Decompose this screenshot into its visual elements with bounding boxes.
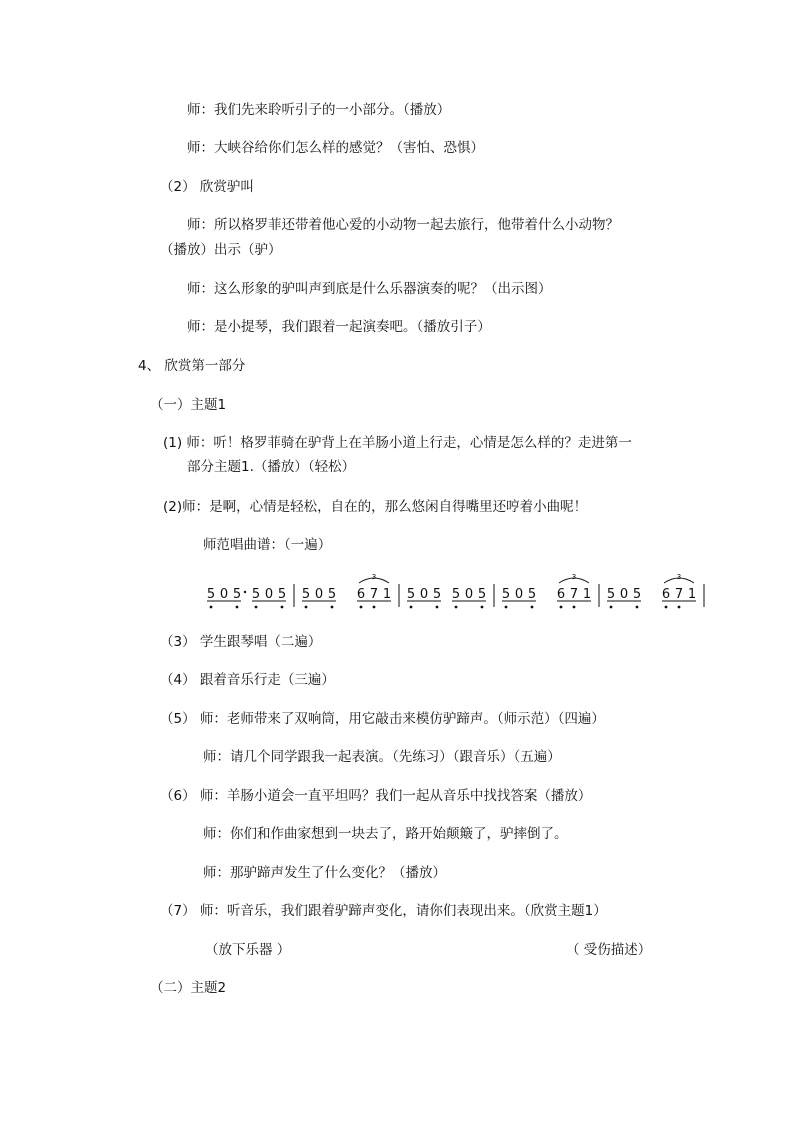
low-octave-dot	[210, 606, 213, 609]
low-octave-dot	[305, 606, 308, 609]
low-octave-dot	[636, 606, 639, 609]
note: 5	[277, 587, 287, 602]
text-line: （3） 学生跟琴唱（二遍）	[160, 634, 322, 650]
music-notation	[205, 571, 725, 611]
section-heading: 4、 欣赏第一部分	[138, 358, 246, 374]
notation-svg	[205, 571, 725, 611]
note: 0	[419, 587, 429, 602]
low-octave-dot	[505, 606, 508, 609]
low-octave-dot	[560, 606, 563, 609]
note: 7	[569, 587, 579, 602]
note: 5	[327, 587, 337, 602]
note: 0	[264, 587, 274, 602]
note: 7	[369, 587, 379, 602]
text-line: （7） 师：听音乐，我们跟着驴蹄声变化，请你们表现出来。（欣赏主题1）	[160, 903, 607, 919]
low-octave-dot	[360, 606, 363, 609]
text-line: 师：请几个同学跟我一起表演。（先练习）（跟音乐）（五遍）	[203, 749, 561, 765]
text-line: （5） 师：老师带来了双响筒，用它敲击来模仿驴蹄声。（师示范）（四遍）	[160, 711, 605, 727]
note: 5	[301, 587, 311, 602]
text-line: (1) 师：听！格罗菲骑在驴背上在羊肠小道上行走，心情是怎么样的？走进第一	[163, 435, 632, 451]
note: 0	[314, 587, 324, 602]
note: 1	[687, 587, 697, 602]
low-octave-dot	[331, 606, 334, 609]
note: 5	[206, 587, 216, 602]
note: 5	[451, 587, 461, 602]
side-note: （ 受伤描述）	[566, 942, 652, 958]
text-line: （放下乐器 ）	[205, 942, 291, 958]
note: 5	[606, 587, 616, 602]
text-line: （6） 师：羊肠小道会一直平坦吗？我们一起从音乐中找找答案（播放）	[160, 788, 592, 804]
note: 5	[432, 587, 442, 602]
note: 5	[477, 587, 487, 602]
note: 1	[582, 587, 592, 602]
subsection-heading: （一）主题1	[150, 397, 227, 413]
note: 5	[527, 587, 537, 602]
note: 1	[382, 587, 392, 602]
low-octave-dot	[531, 606, 534, 609]
low-octave-dot	[373, 606, 376, 609]
text-line: （播放）出示（驴）	[160, 242, 282, 258]
text-line: （4） 跟着音乐行走（三遍）	[160, 672, 335, 688]
low-octave-dot	[281, 606, 284, 609]
note: 5	[501, 587, 511, 602]
subsection-heading: （二）主题2	[150, 980, 227, 996]
text-line: 师：这么形象的驴叫声到底是什么乐器演奏的呢？（出示图）	[187, 281, 552, 297]
low-octave-dot	[481, 606, 484, 609]
triplet-number: 3	[571, 573, 577, 581]
low-octave-dot	[455, 606, 458, 609]
text-line: 师：所以格罗菲还带着他心爱的小动物一起去旅行，他带着什么小动物？	[187, 217, 619, 233]
text-line: 师范唱曲谱：（一遍）	[203, 537, 332, 553]
text-line: 师：大峡谷给你们怎么样的感觉？（害怕、恐惧）	[187, 140, 484, 156]
low-octave-dot	[573, 606, 576, 609]
note: 0	[219, 587, 229, 602]
note: 0	[514, 587, 524, 602]
dot-mark	[244, 591, 246, 593]
low-octave-dot	[610, 606, 613, 609]
note: 5	[632, 587, 642, 602]
low-octave-dot	[255, 606, 258, 609]
text-line: 师：我们先来聆听引子的一小部分。（播放）	[187, 102, 451, 118]
low-octave-dot	[665, 606, 668, 609]
triplet-number: 3	[371, 573, 377, 581]
note: 0	[619, 587, 629, 602]
triplet-number: 3	[676, 573, 682, 581]
note: 7	[674, 587, 684, 602]
text-line: 师：你们和作曲家想到一块去了，路开始颠簸了，驴摔倒了。	[203, 826, 568, 842]
text-line: 部分主题1.（播放）（轻松）	[187, 459, 356, 475]
text-line: (2)师：是啊，心情是轻松，自在的，那么悠闲自得嘴里还哼着小曲呢！	[163, 499, 588, 515]
note: 6	[556, 587, 566, 602]
note: 5	[232, 587, 242, 602]
note: 6	[661, 587, 671, 602]
note: 5	[251, 587, 261, 602]
note: 0	[464, 587, 474, 602]
low-octave-dot	[236, 606, 239, 609]
low-octave-dot	[436, 606, 439, 609]
text-line: 师：那驴蹄声发生了什么变化？（播放）	[203, 865, 446, 881]
note: 6	[356, 587, 366, 602]
section-heading: （2） 欣赏驴叫	[160, 179, 254, 195]
text-line: 师：是小提琴，我们跟着一起演奏吧。（播放引子）	[187, 319, 491, 335]
note: 5	[406, 587, 416, 602]
low-octave-dot	[678, 606, 681, 609]
low-octave-dot	[410, 606, 413, 609]
